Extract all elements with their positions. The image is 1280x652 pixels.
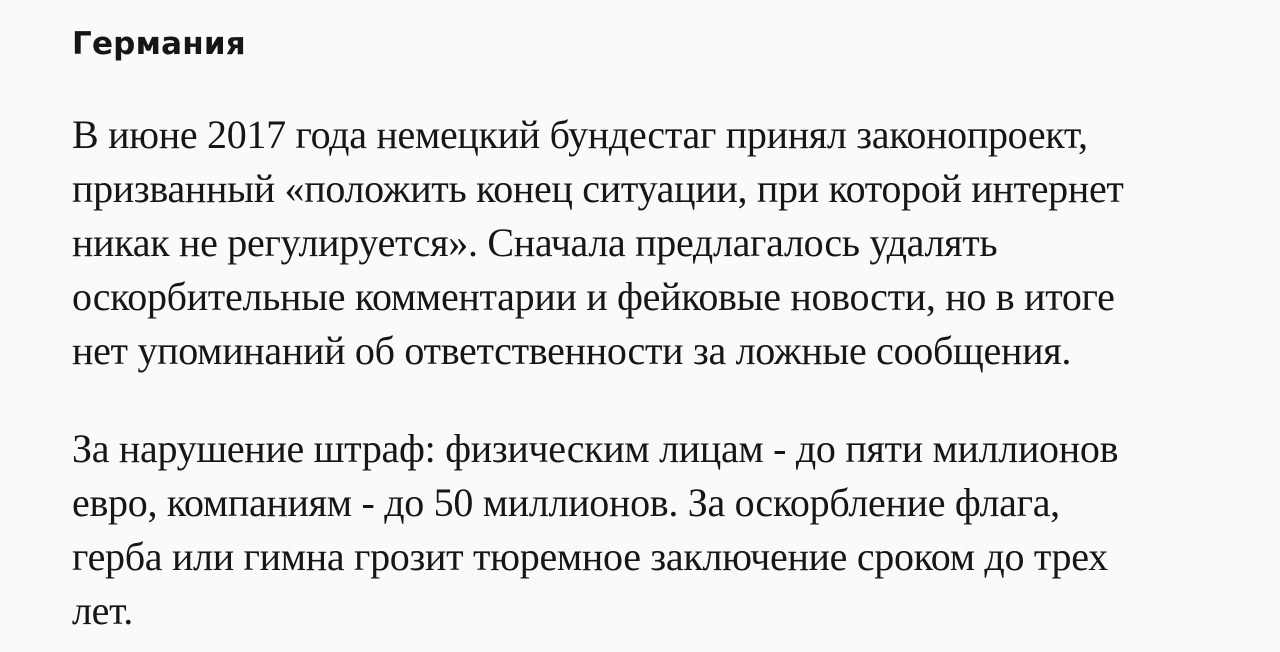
section-heading: Германия xyxy=(72,26,246,62)
paragraph-line: нет упоминаний об ответственности за ложные сообщения. xyxy=(72,328,1072,373)
paragraph-line: лет. xyxy=(72,588,133,633)
paragraph-line: герба или гимна грозит тюремное заключение сроком до трех xyxy=(72,534,1108,579)
paragraph-line: оскорбительные комментарии и фейковые новости, но в итоге xyxy=(72,274,1115,319)
paragraph-line: призванный «положить конец ситуации, при которой интернет xyxy=(72,166,1124,211)
paragraph-line: За нарушение штраф: физическим лицам - до пяти миллионов xyxy=(72,426,1119,471)
article-paragraph-2 xyxy=(72,422,1210,638)
paragraph-line: евро, компаниям - до 50 миллионов. За оскорбление флага, xyxy=(72,480,1060,525)
paragraph-line: никак не регулируется». Сначала предлагалось удалять xyxy=(72,220,998,265)
paragraph-line: В июне 2017 года немецкий бундестаг принял законопроект, xyxy=(72,112,1088,157)
article-paragraph-1 xyxy=(72,108,1210,378)
